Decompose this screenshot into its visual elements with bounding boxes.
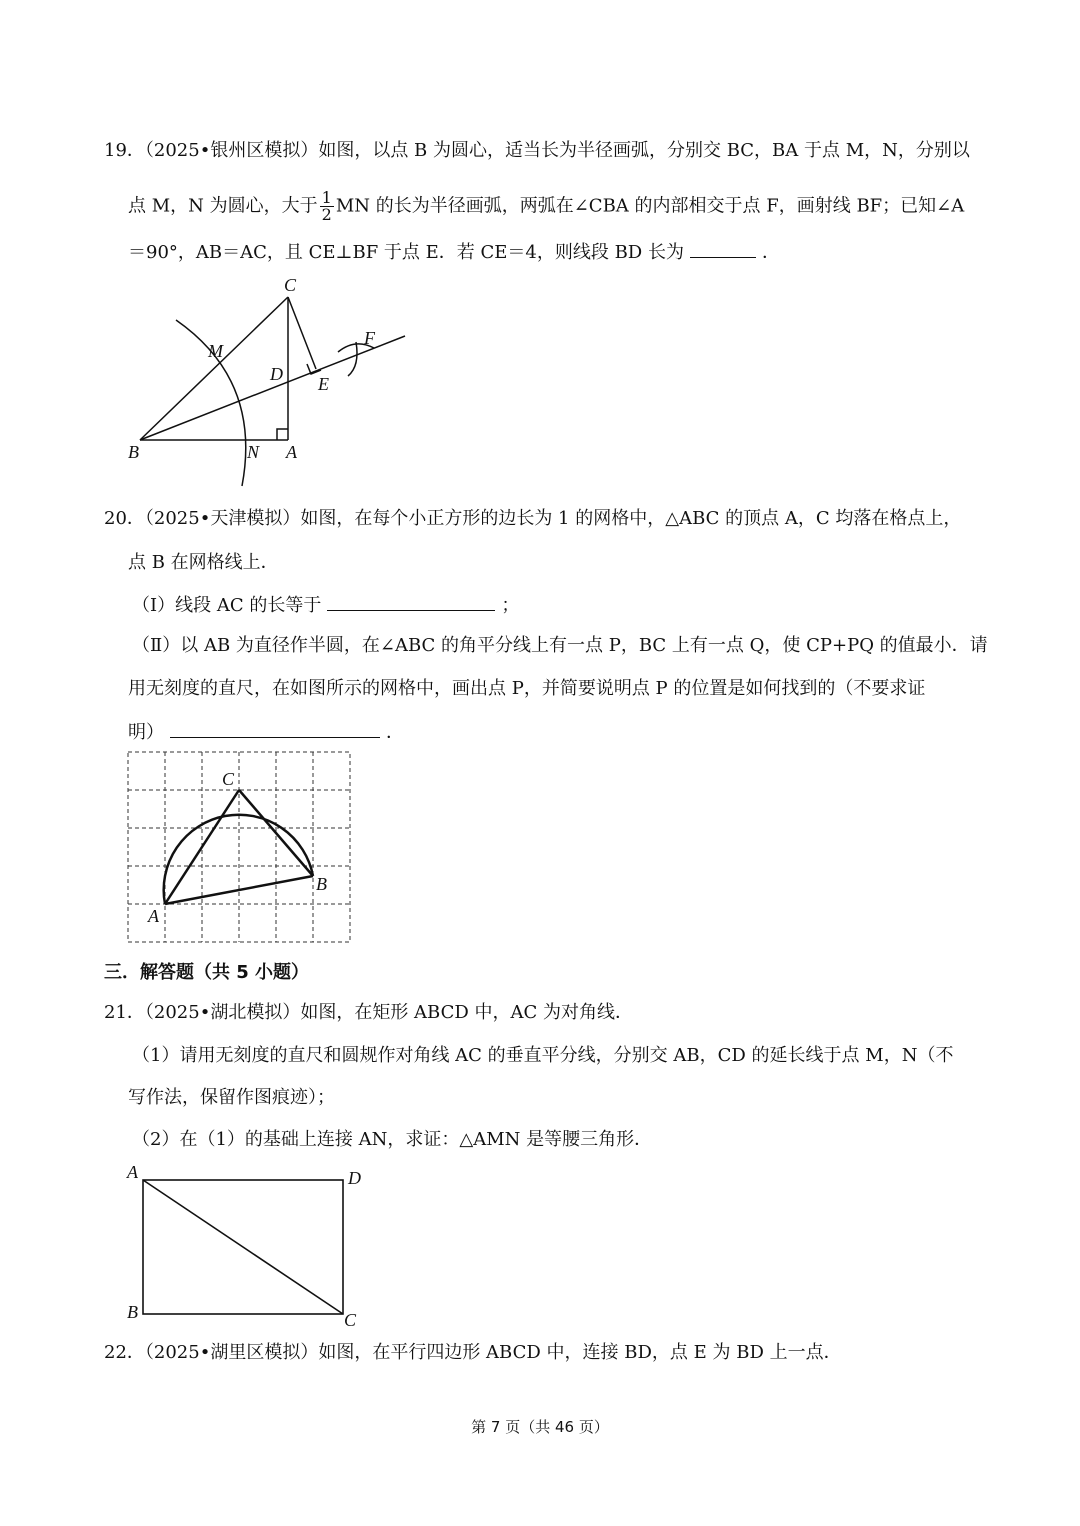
q19-line-3b: ．: [761, 242, 780, 263]
label-d: D: [270, 364, 283, 384]
label-b: B: [128, 442, 139, 462]
label-c: C: [284, 275, 297, 295]
q20-line-1: 20．（2025•天津模拟）如图，在每个小正方形的边长为 1 的网格中，△ABC 的顶点 A，C 均落在格点上，: [104, 508, 962, 529]
q22-line-1: 22．（2025•湖里区模拟）如图，在平行四边形 ABCD 中，连接 BD，点 E 为 BD 上一点．: [104, 1342, 842, 1363]
fraction-denominator: 2: [321, 205, 332, 224]
q19-line-2a: 点 M，N 为圆心，大于: [128, 195, 318, 217]
label-b: B: [127, 1302, 138, 1322]
q21-line-3: 写作法，保留作图痕迹）；: [128, 1087, 335, 1108]
label-f: F: [364, 328, 375, 348]
label-c: C: [222, 769, 235, 789]
label-a: A: [286, 442, 297, 462]
label-n: N: [247, 442, 260, 462]
q19-line-3a: ＝90°，AB＝AC，且 CE⊥BF 于点 E．若 CE＝4，则线段 BD 长为: [128, 242, 684, 263]
label-a: A: [127, 1162, 138, 1182]
q21-line-4: （2）在（1）的基础上连接 AN，求证：△AMN 是等腰三角形．: [132, 1129, 653, 1150]
q19-line-2b: MN 的长为半径画弧，两弧在∠CBA 的内部相交于点 F，画射线 BF；已知∠A: [335, 195, 965, 217]
fraction-numerator: 1: [321, 188, 332, 207]
q20-line-2: 点 B 在网格线上．: [128, 552, 279, 573]
q20-line-5: 用无刻度的直尺，在如图所示的网格中，画出点 P，并简要说明点 P 的位置是如何找到的（不要求证: [128, 678, 926, 699]
q20-line-4: （Ⅱ）以 AB 为直径作半圆，在∠ABC 的角平分线上有一点 P，BC 上有一点 Q，使 CP+PQ 的值最小．请: [132, 635, 988, 656]
label-c: C: [344, 1310, 357, 1330]
q20-line-3a: （Ⅰ）线段 AC 的长等于: [132, 595, 322, 616]
q20-line-6b: ．: [386, 722, 404, 743]
q20-line-3b: ；: [501, 595, 520, 616]
label-a: A: [148, 906, 159, 926]
q19-line-1: 19．（2025•银州区模拟）如图，以点 B 为圆心，适当长为半径画弧，分别交 BC，BA 于点 M，N，分别以: [104, 140, 970, 161]
label-m: M: [208, 341, 223, 361]
q20-line-6a: 明）: [128, 722, 164, 743]
label-d: D: [348, 1168, 361, 1188]
label-e: E: [318, 374, 329, 394]
diagonal-ac: [143, 1180, 343, 1314]
q21-line-2: （1）请用无刻度的直尺和圆规作对角线 AC 的垂直平分线，分别交 AB，CD 的延长线于点 M，N（不: [132, 1045, 954, 1066]
section-heading: 三．解答题（共 5 小题）: [104, 962, 310, 983]
q21-line-1: 21．（2025•湖北模拟）如图，在矩形 ABCD 中，AC 为对角线．: [104, 1002, 634, 1023]
label-b: B: [316, 874, 327, 894]
page-footer: 第 7 页（共 46 页）: [471, 1418, 609, 1436]
